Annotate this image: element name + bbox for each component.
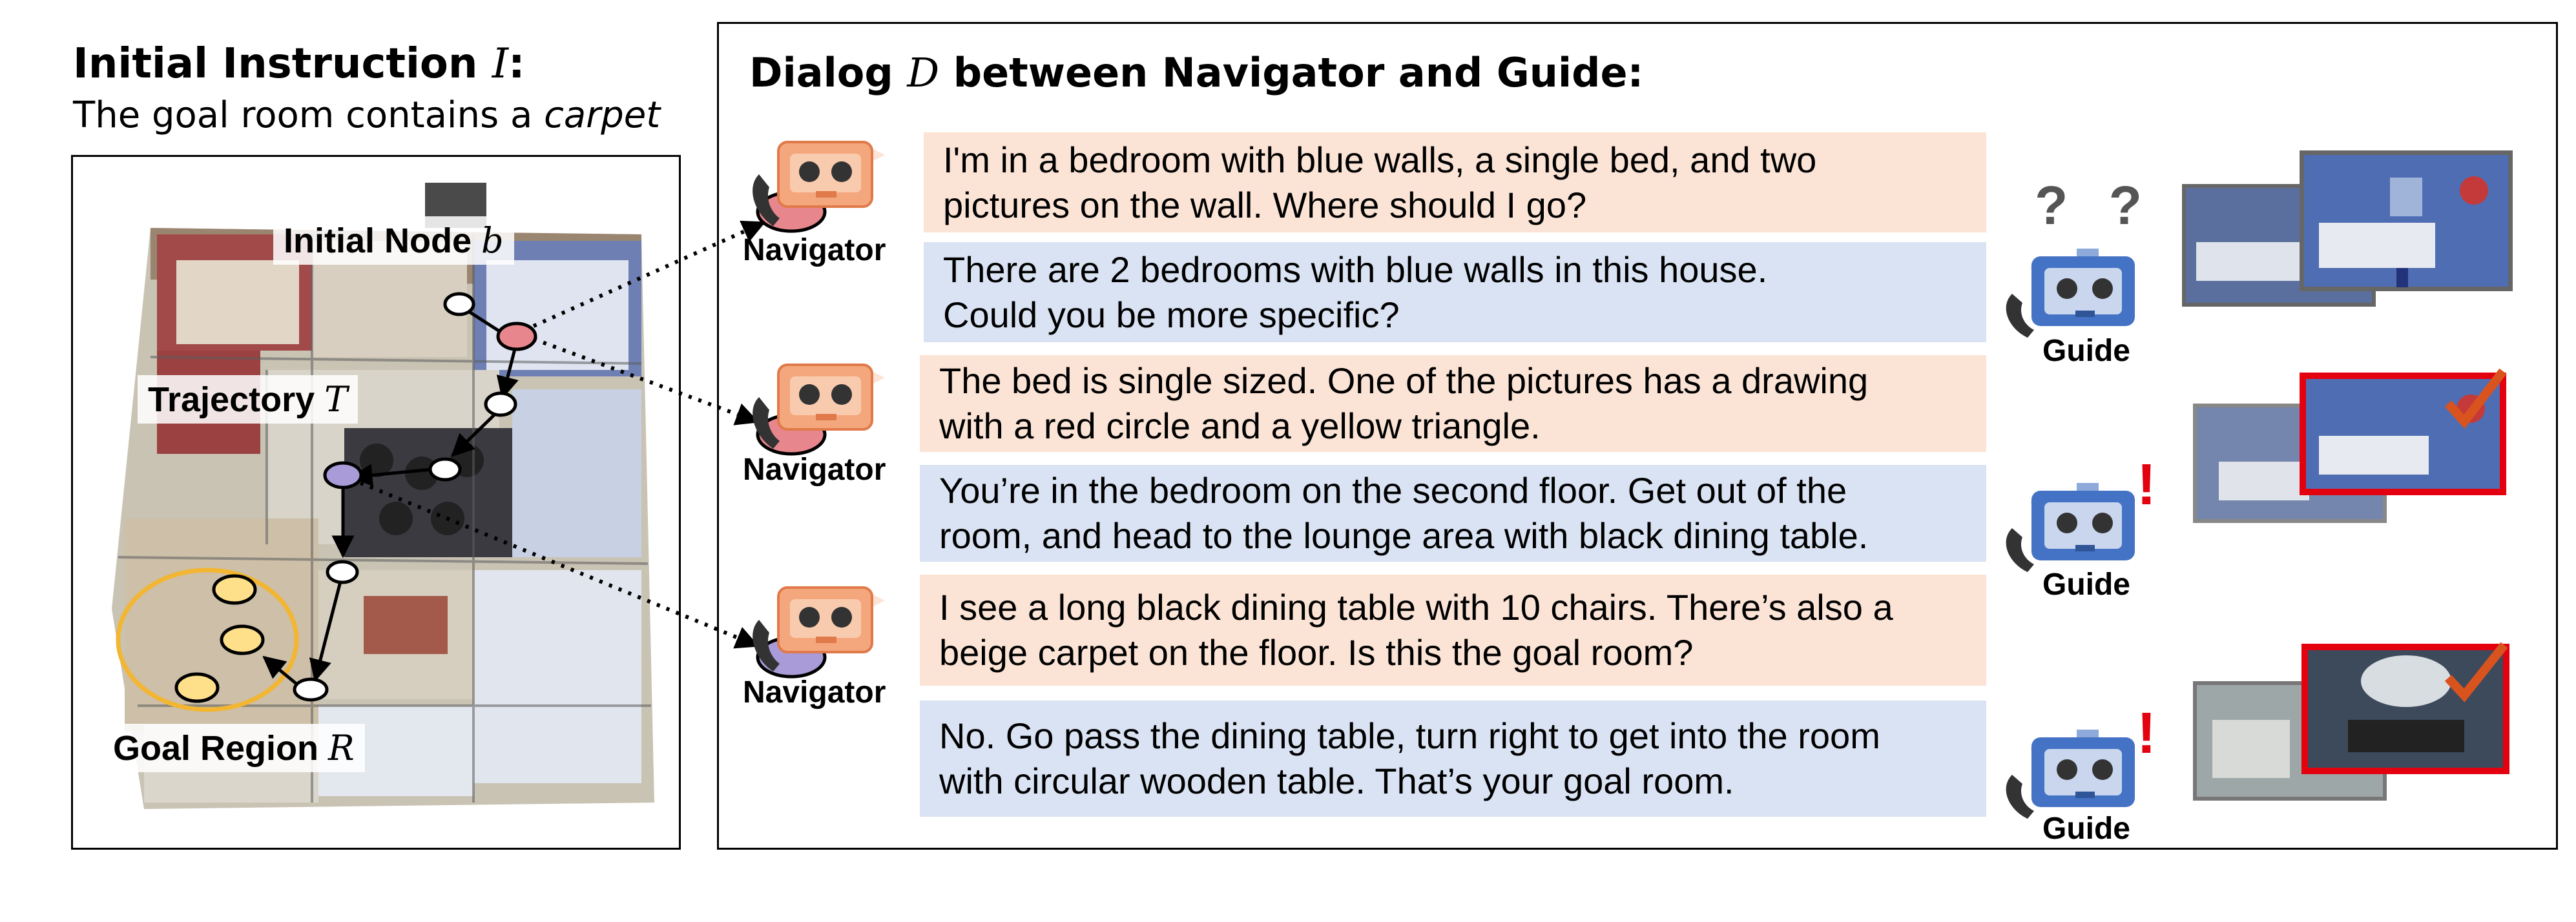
guide-label-2: Guide [2042,568,2130,602]
navigator-icon-1 [740,136,888,239]
room-views-turn-2 [2193,365,2529,526]
instruction-emphasis: carpet [544,94,661,136]
instruction-title: Initial Instruction I: [73,40,525,88]
alert-marker-1: ! [2137,453,2156,517]
guide-message-2: You’re in the bedroom on the second floor. Get out of the room, and head to the lounge area with black dining table. [920,465,1986,562]
navigator-icon-2 [740,358,888,462]
dialog-title: Dialog D between Navigator and Guide: [749,49,1644,96]
guide-label-1: Guide [2042,334,2130,368]
guide-icon-2 [1999,483,2148,573]
instruction-text: The goal room contains a carpet [73,94,661,136]
room-views-turn-1 [2177,145,2526,313]
navigator-label-1: Navigator [743,233,886,267]
navigator-icon-3 [740,581,888,684]
trajectory-label: Trajectory T [138,375,358,424]
navigator-message-3: I see a long black dining table with 10 chairs. There’s also a beige carpet on the floor. Is this the goal room? [920,575,1986,686]
room-views-turn-3 [2193,636,2529,807]
alert-marker-2: ! [2137,701,2156,766]
navigator-message-2: The bed is single sized. One of the pictures has a drawing with a red circle and a yellow triangle. [920,355,1986,452]
guide-icon-1 [1999,249,2148,339]
guide-icon-3 [1999,730,2148,820]
guide-message-3: No. Go pass the dining table, turn right to get into the room with circular wooden table. That’s your goal room. [920,701,1986,817]
confused-marker: ? ? [2035,175,2155,236]
navigator-label-2: Navigator [743,453,886,487]
navigator-label-3: Navigator [743,675,886,710]
goal-region-label: Goal Region R [103,724,365,772]
guide-label-3: Guide [2042,812,2130,846]
initial-node-label: Initial Node b [273,216,514,265]
navigator-message-1: I'm in a bedroom with blue walls, a single bed, and two pictures on the wall. Where should I go? [924,132,1986,232]
guide-message-1: There are 2 bedrooms with blue walls in this house. Could you be more specific? [924,242,1986,342]
